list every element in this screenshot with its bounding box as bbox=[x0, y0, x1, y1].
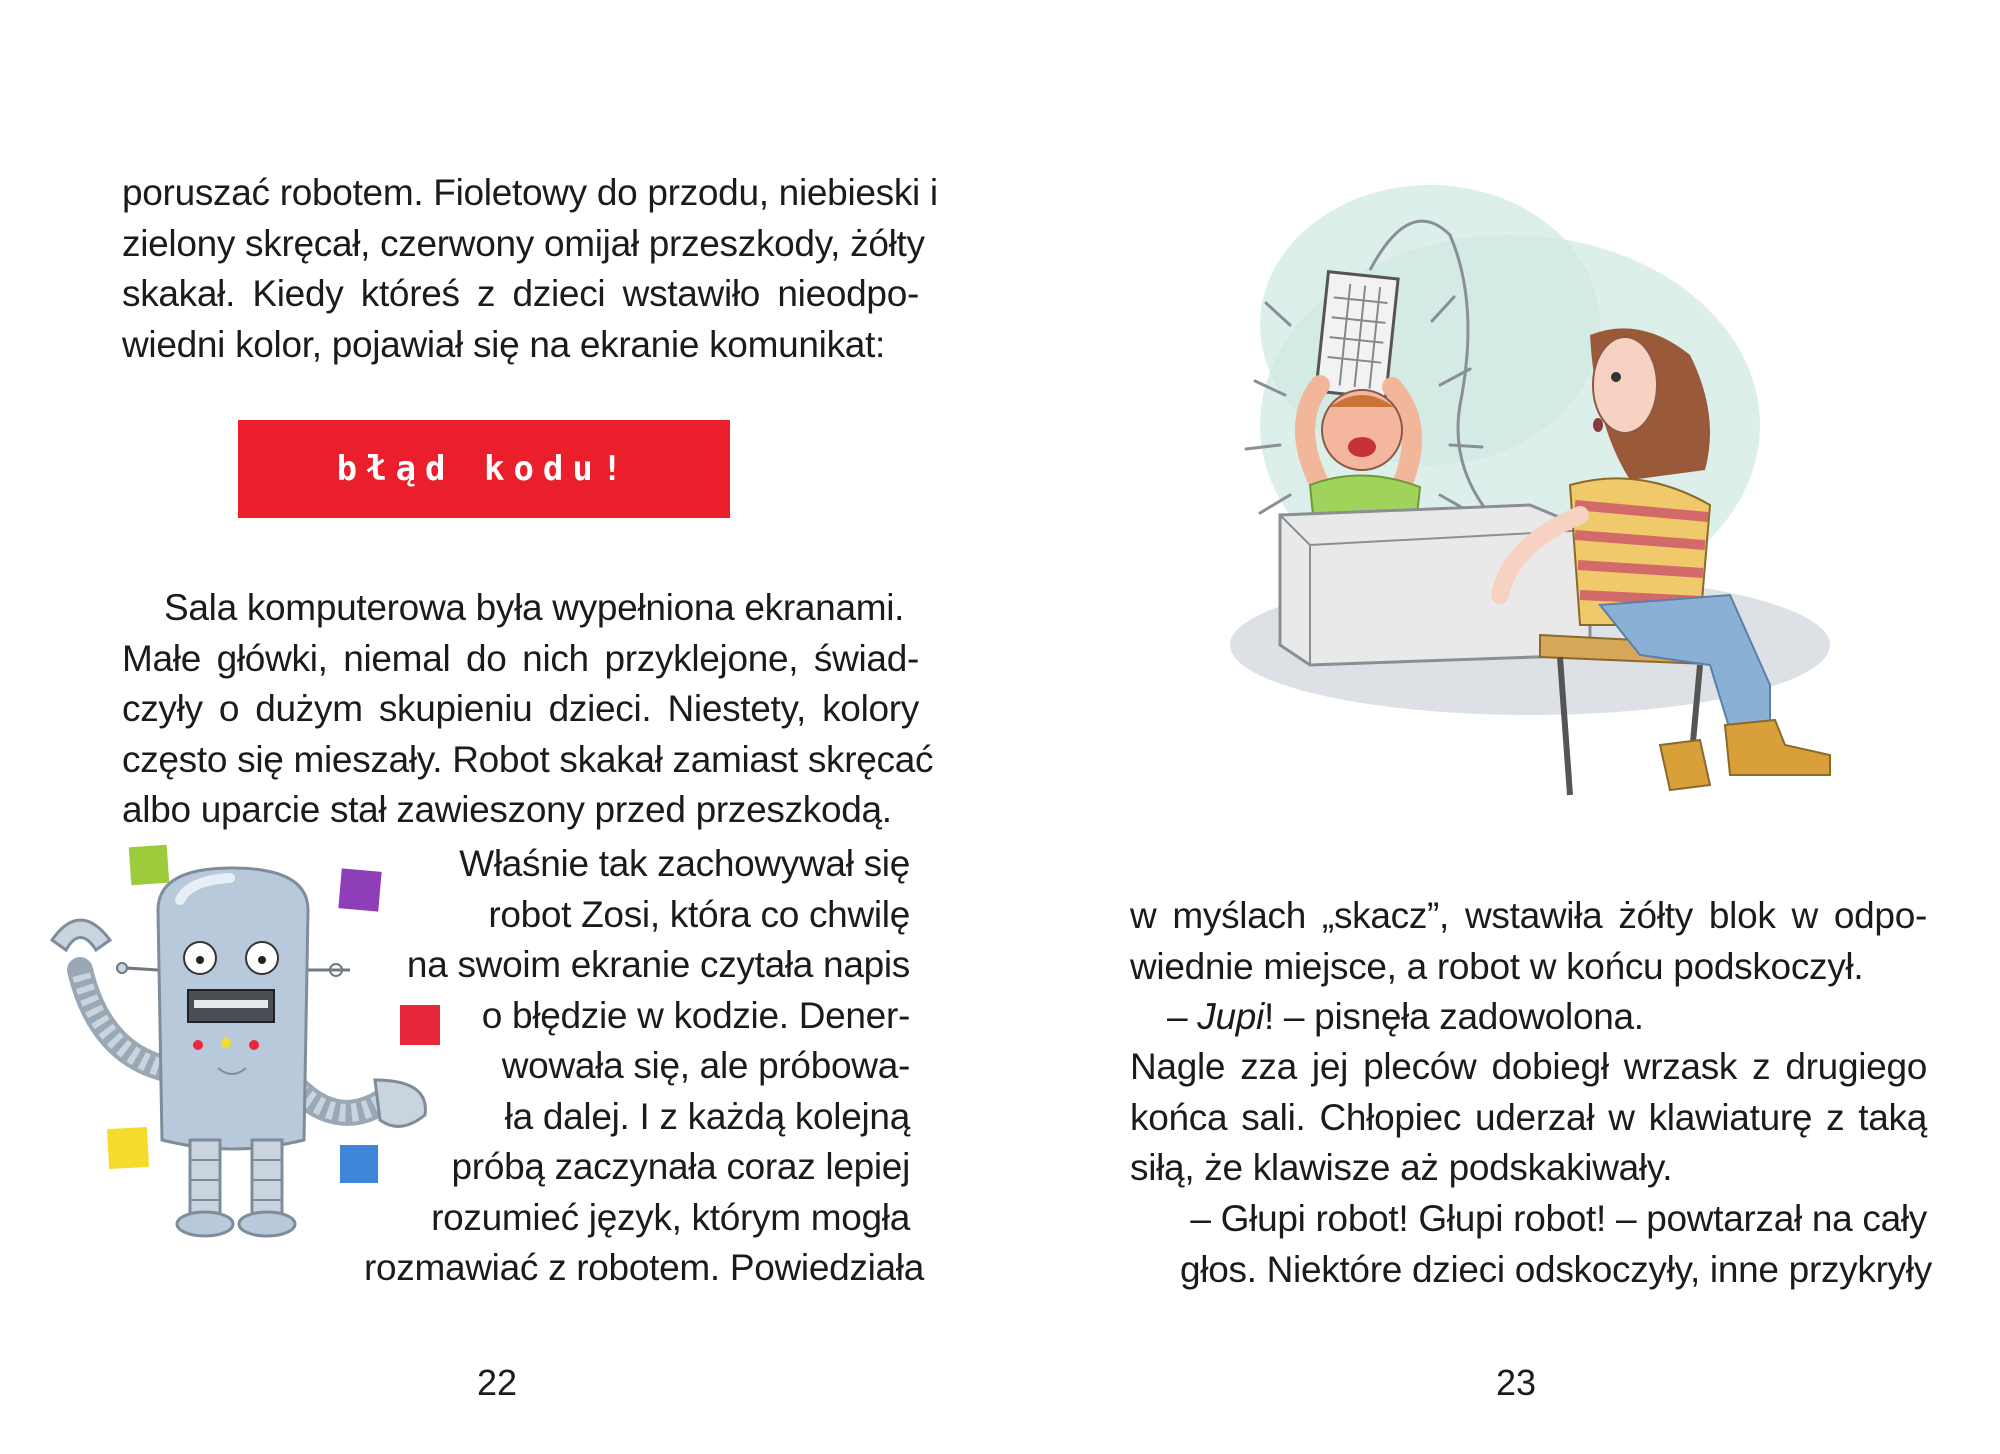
text-line: albo uparcie stał zawieszony przed przeszkodą. bbox=[122, 789, 892, 830]
emphasis-word: Jupi bbox=[1197, 996, 1264, 1037]
text-line: ła dalej. I z każdą kolejną bbox=[504, 1095, 910, 1137]
text-line: często się mieszały. Robot skakał zamiast skręcać bbox=[122, 738, 934, 780]
error-message-box bbox=[238, 420, 730, 518]
text-line: rozmawiać z robotem. Powiedziała bbox=[363, 1247, 924, 1288]
text-line: czyły o dużym skupieniu dzieci. Niestety, kolory bbox=[122, 688, 919, 729]
paragraph-1 bbox=[122, 168, 938, 370]
text-line: wiednie miejsce, a robot w końcu podskoczył. bbox=[1130, 945, 1864, 987]
dialogue-dash: – bbox=[1167, 996, 1188, 1037]
paragraph-2 bbox=[122, 583, 934, 836]
text-line: na swoim ekranie czytała napis bbox=[406, 944, 910, 985]
text-line: robot Zosi, która co chwilę bbox=[488, 893, 910, 935]
text-line: próbą zaczynała coraz lepiej bbox=[451, 1146, 910, 1187]
text-line bbox=[1130, 992, 1927, 1043]
text-line: w myślach „skacz”, wstawiła żółty blok w odpo- bbox=[1130, 895, 1927, 936]
text-line: wowała się, ale próbowa- bbox=[501, 1045, 910, 1086]
page-number: 22 bbox=[476, 1362, 518, 1403]
text-line: – Głupi robot! Głupi robot! – powtarzał na cały bbox=[1190, 1198, 1927, 1239]
text-fragment: ! – pisnęła zadowolona. bbox=[1263, 996, 1644, 1037]
text-line: wiedni kolor, pojawiał się na ekranie komunikat: bbox=[122, 323, 886, 365]
paragraph-a bbox=[1130, 891, 1927, 1043]
robot-illustration bbox=[40, 840, 460, 1250]
text-line: rozumieć język, którym mogła bbox=[431, 1196, 910, 1238]
text-line: o błędzie w kodzie. Dener- bbox=[481, 994, 910, 1036]
text-line: Małe główki, niemal do nich przyklejone, świad- bbox=[122, 637, 919, 679]
text-line: Sala komputerowa była wypełniona ekranami. bbox=[164, 587, 905, 628]
text-line: Właśnie tak zachowywał się bbox=[459, 843, 910, 884]
classroom-illustration bbox=[1170, 125, 1910, 865]
paragraph-b bbox=[1130, 1042, 1927, 1194]
paragraph-c bbox=[1180, 1194, 1932, 1295]
right-page bbox=[1000, 0, 2000, 1454]
text-line: siłą, że klawisze aż podskakiwały. bbox=[1130, 1147, 1673, 1188]
text-line: zielony skręcał, czerwony omijał przeszkody, żółty bbox=[122, 222, 925, 264]
text-line: skakał. Kiedy któreś z dzieci wstawiło nieodpo- bbox=[122, 273, 919, 314]
error-message-text: błąd kodu! bbox=[336, 449, 632, 489]
text-line: głos. Niektóre dzieci odskoczyły, inne przykryły bbox=[1180, 1248, 1932, 1290]
page-number: 23 bbox=[1495, 1362, 1537, 1403]
text-line: poruszać robotem. Fioletowy do przodu, niebieski i bbox=[122, 172, 938, 213]
text-line: końca sali. Chłopiec uderzał w klawiaturę z taką bbox=[1130, 1096, 1927, 1138]
text-line: Nagle zza jej pleców dobiegł wrzask z drugiego bbox=[1130, 1046, 1927, 1087]
